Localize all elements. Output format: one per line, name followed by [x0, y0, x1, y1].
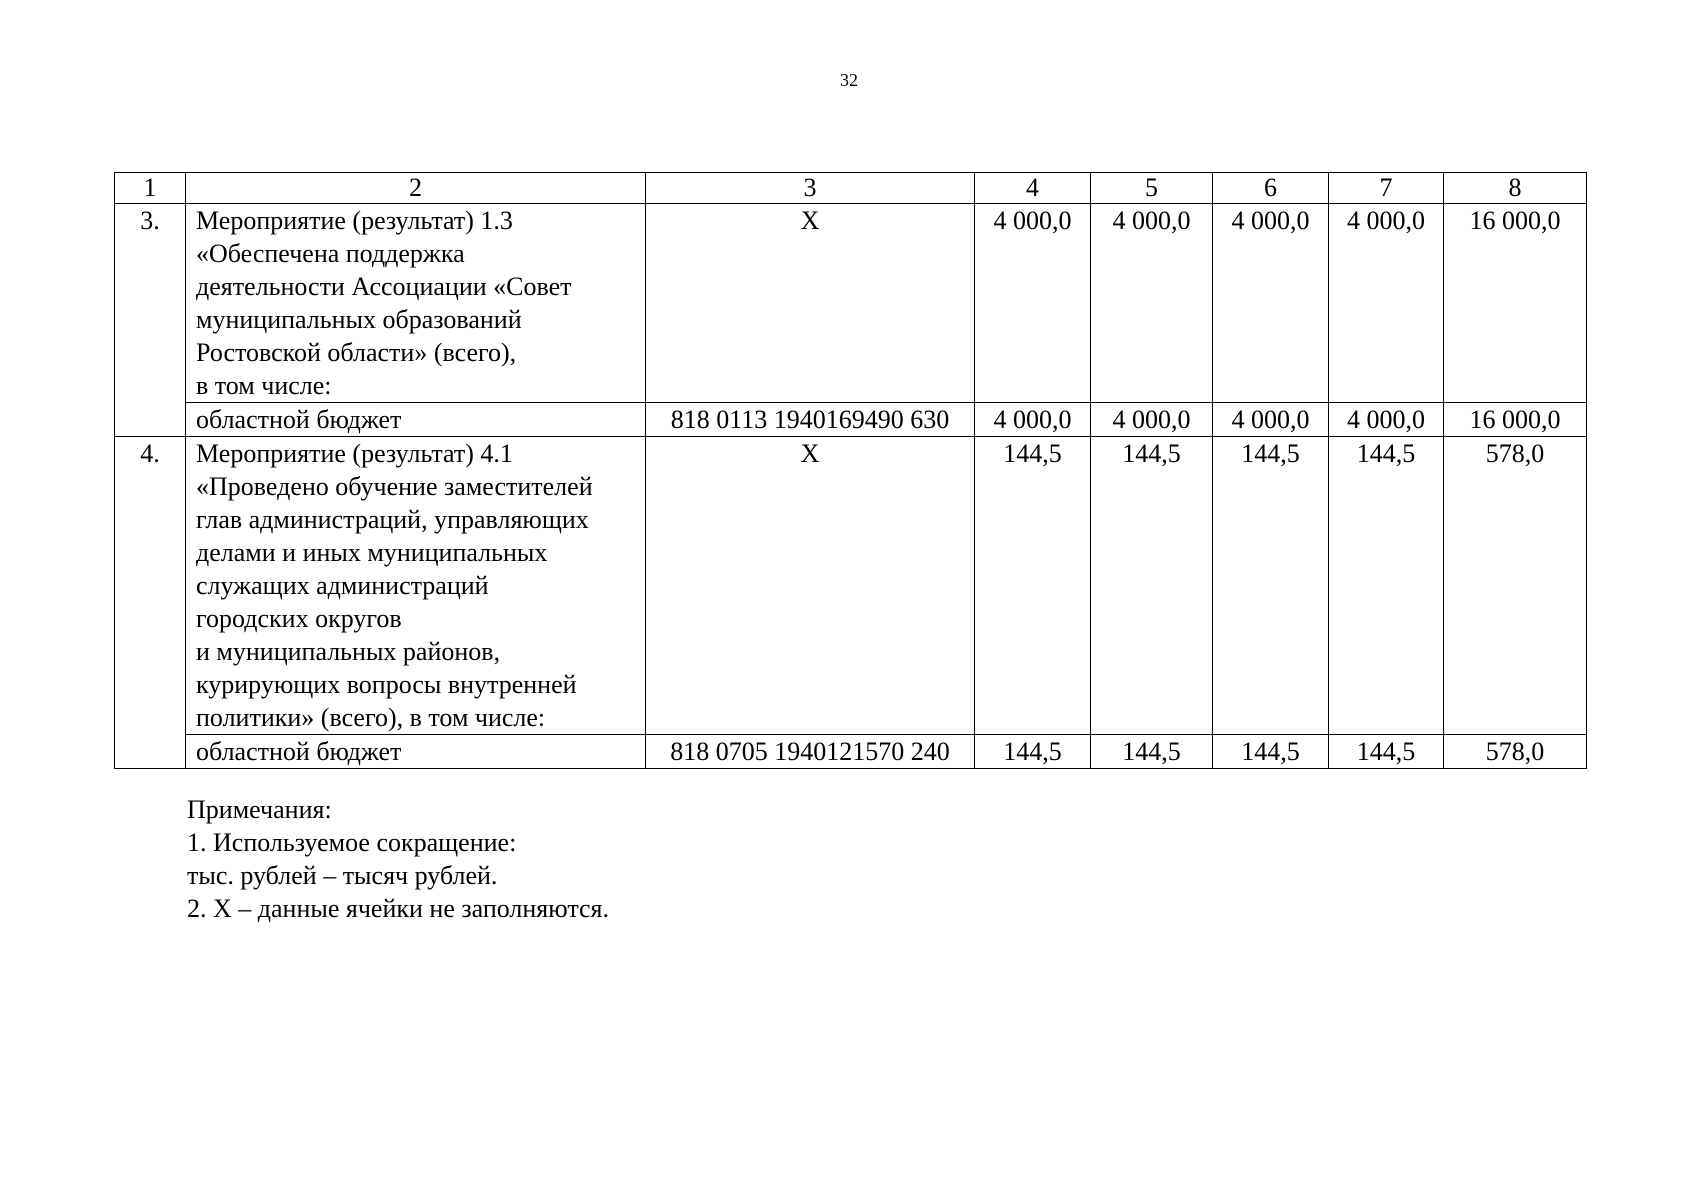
value-cell: 4 000,0 [975, 403, 1091, 437]
subrow-label: областной бюджет [186, 403, 646, 437]
row-title-line: Ростовской области» (всего), [196, 338, 517, 367]
header-cell: 8 [1444, 173, 1587, 204]
budget-table [114, 172, 1587, 769]
table-subrow [115, 735, 1587, 769]
row-code: Х [646, 204, 975, 403]
value-cell: 4 000,0 [1329, 204, 1444, 403]
table-row [115, 437, 1587, 735]
value-cell: 578,0 [1444, 735, 1587, 769]
header-cell: 1 [115, 173, 186, 204]
header-cell: 5 [1091, 173, 1213, 204]
notes-title: Примечания: [187, 795, 332, 824]
row-title-line: и муниципальных районов, [196, 637, 501, 666]
header-cell: 7 [1329, 173, 1444, 204]
value-cell: 144,5 [1213, 735, 1329, 769]
table-header-row [115, 173, 1587, 204]
row-title-line: в том числе: [196, 371, 332, 400]
value-cell: 144,5 [1091, 437, 1213, 735]
value-cell: 4 000,0 [975, 204, 1091, 403]
table-subrow [115, 403, 1587, 437]
page-number: 32 [840, 70, 858, 90]
budget-code: 818 0113 1940169490 630 [646, 403, 975, 437]
value-cell: 144,5 [975, 437, 1091, 735]
note-line: 2. Х – данные ячейки не заполняются. [187, 894, 610, 923]
value-cell: 4 000,0 [1329, 403, 1444, 437]
row-title-line: служащих администраций [196, 571, 489, 600]
row-title-line: «Обеспечена поддержка [196, 239, 465, 268]
row-title-line: курирующих вопросы внутренней [196, 670, 577, 699]
row-title [186, 204, 646, 403]
note-line: 1. Используемое сокращение: [187, 828, 517, 857]
row-title [186, 437, 646, 735]
value-cell: 4 000,0 [1091, 403, 1213, 437]
row-code: Х [646, 437, 975, 735]
table-row [115, 204, 1587, 403]
row-title-line: политики» (всего), в том числе: [196, 703, 546, 732]
header-cell: 2 [186, 173, 646, 204]
row-title-line: Мероприятие (результат) 1.3 [196, 206, 513, 235]
row-title-line: «Проведено обучение заместителей [196, 472, 593, 501]
value-cell: 4 000,0 [1091, 204, 1213, 403]
notes [187, 793, 609, 925]
row-title-line: Мероприятие (результат) 4.1 [196, 439, 513, 468]
note-line: тыс. рублей – тысяч рублей. [187, 861, 498, 890]
row-title-line: городских округов [196, 604, 402, 633]
row-title-line: муниципальных образований [196, 305, 522, 334]
value-cell: 578,0 [1444, 437, 1587, 735]
row-number: 4. [115, 437, 186, 769]
row-title-line: деятельности Ассоциации «Совет [196, 272, 572, 301]
value-cell: 144,5 [1213, 437, 1329, 735]
header-cell: 4 [975, 173, 1091, 204]
value-cell: 144,5 [1329, 437, 1444, 735]
value-cell: 144,5 [1091, 735, 1213, 769]
row-number: 3. [115, 204, 186, 437]
value-cell: 16 000,0 [1444, 403, 1587, 437]
row-title-line: глав администраций, управляющих [196, 505, 589, 534]
value-cell: 144,5 [1329, 735, 1444, 769]
subrow-label: областной бюджет [186, 735, 646, 769]
value-cell: 4 000,0 [1213, 403, 1329, 437]
value-cell: 16 000,0 [1444, 204, 1587, 403]
value-cell: 4 000,0 [1213, 204, 1329, 403]
row-title-line: делами и иных муниципальных [196, 538, 548, 567]
header-cell: 3 [646, 173, 975, 204]
header-cell: 6 [1213, 173, 1329, 204]
value-cell: 144,5 [975, 735, 1091, 769]
budget-code: 818 0705 1940121570 240 [646, 735, 975, 769]
